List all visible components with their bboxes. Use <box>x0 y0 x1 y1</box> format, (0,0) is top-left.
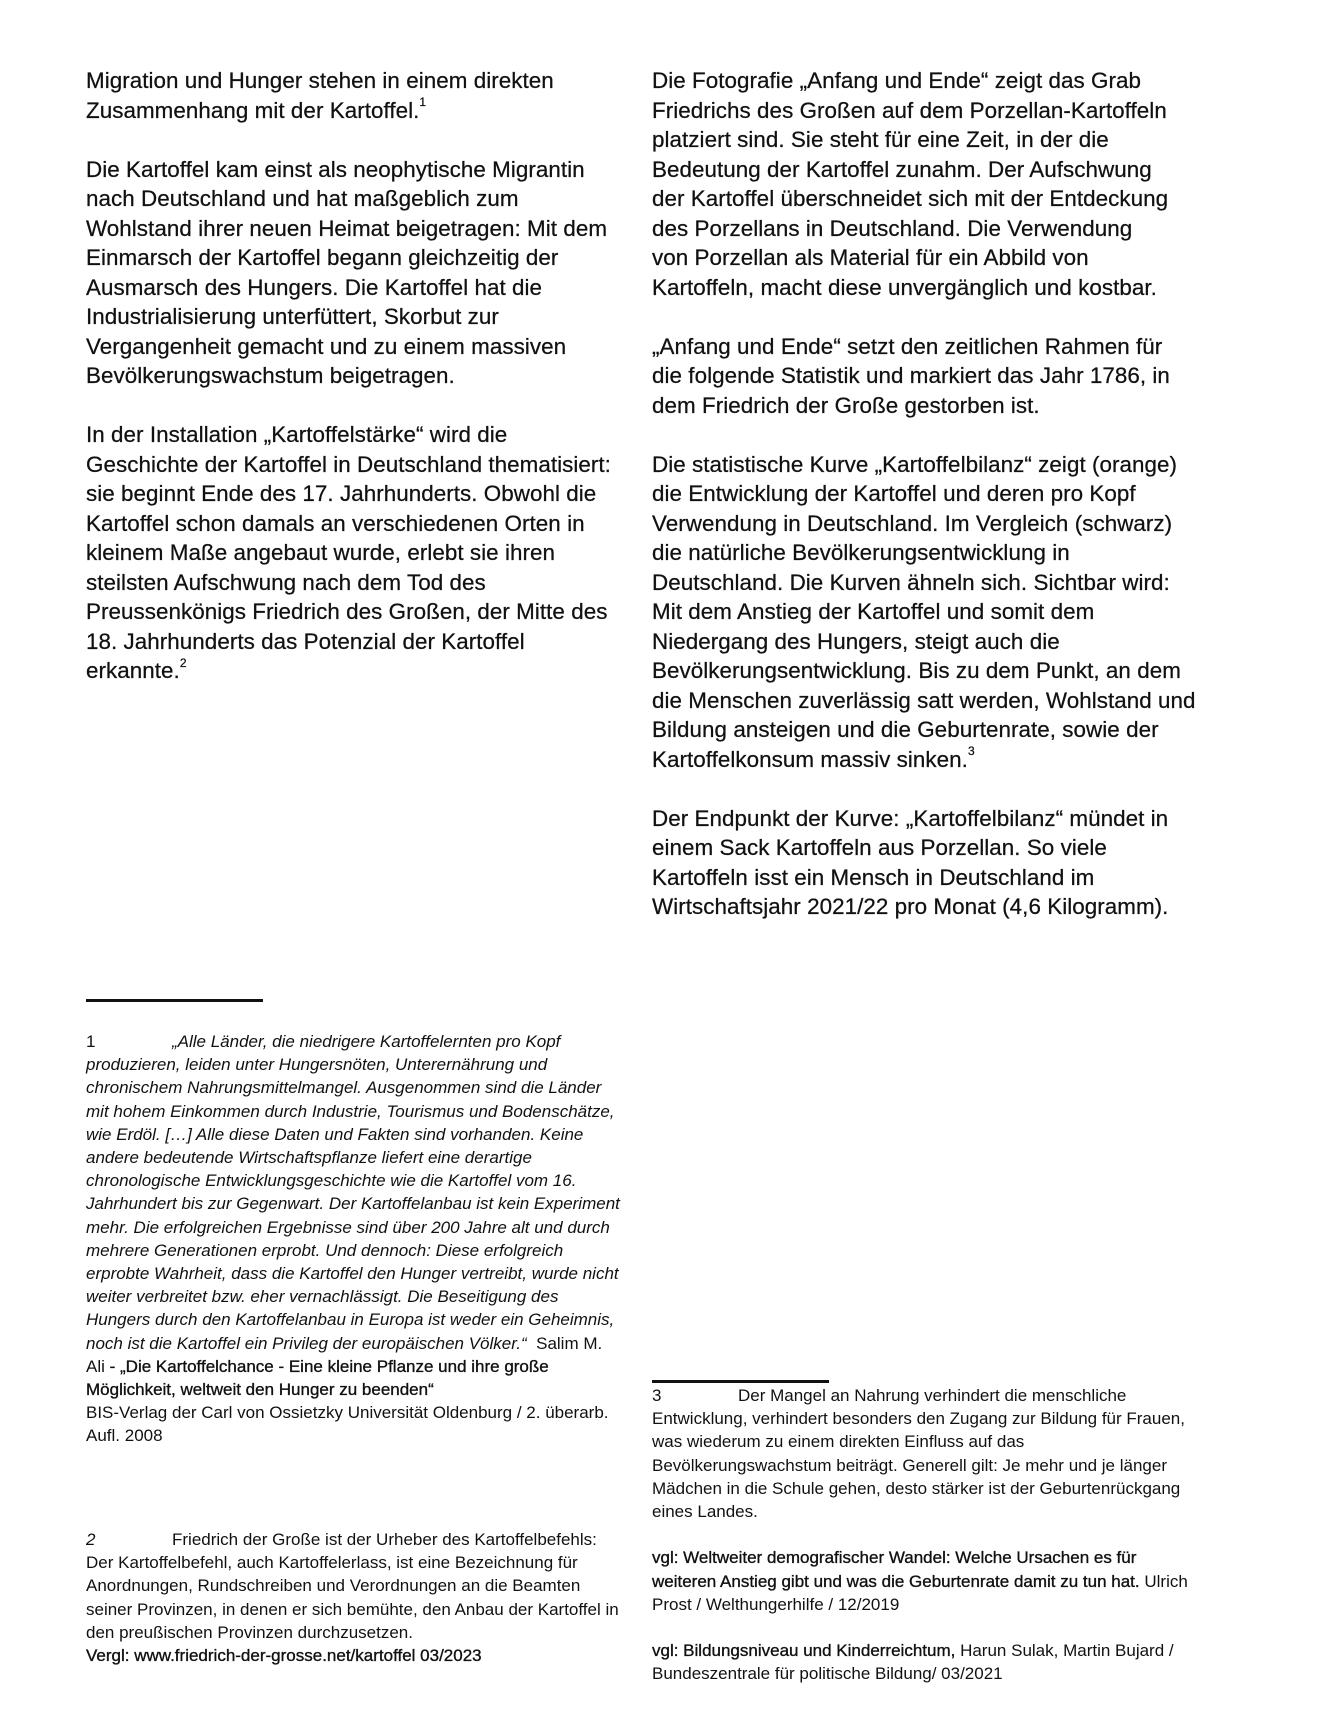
footnote-reference <box>652 1546 1192 1616</box>
footnote-ref[interactable]: 2 <box>179 655 187 670</box>
paragraph-text: Die Kartoffel kam einst als neophytische Migrantin nach Deutschland und hat maßgeblich zum Wohlstand ihrer neuen Heimat beigetragen: Mit dem Einmarsch der Kartoffel begann gleichzeitig der Ausmarsch des Hungers. Die Kartoffel hat die Industrialisierung unterfüttert, Skorbut zur Vergangenheit gemacht und zu einem massiven Bevölkerungswachstum beigetragen. <box>86 156 608 388</box>
footnote-reference <box>652 1639 1192 1685</box>
reference-title: vgl: Bildungsniveau und Kinderreichtum, <box>652 1641 956 1661</box>
reference-author: Harun Sulak, Martin Bujard / Bundeszentrale für politische Bildung/ 03/2021 <box>652 1641 1174 1684</box>
left-column <box>86 66 620 715</box>
body-paragraph <box>652 450 1197 775</box>
footnote-3-body <box>652 1384 1192 1523</box>
body-paragraph <box>652 66 1172 302</box>
footnote-separator-right <box>652 1380 829 1383</box>
footnote-number: 2 <box>86 1530 96 1549</box>
footnote-text: Der Mangel an Nahrung verhindert die menschliche Entwicklung, verhindert besonders den Zugang zur Bildung für Frauen, was wiederum zu einem direkten Einfluss auf das Bevölkerungswachstum beiträgt. Generell gilt: Je mehr und je länger Mädchen in die Schule gehen, desto stärker ist der Geburtenrückgang eines Landes. <box>652 1386 1185 1522</box>
footnote-number: 1 <box>86 1032 96 1051</box>
paragraph-text: Die statistische Kurve „Kartoffelbilanz“ zeigt (orange) die Entwicklung der Kartoffel und deren pro Kopf Verwendung in Deutschland. Im Vergleich (schwarz) die natürliche Bevölkerungsentwicklung in Deutschland. Die Kurven ähneln sich. Sichtbar wird: Mit dem Anstieg der Kartoffel und somit dem Niedergang des Hungers, steigt auch die Bevölkerungsentwicklung. Bis zu dem Punkt, an dem die Menschen zuverlässig satt werden, Wohlstand und Bildung ansteigen und die Geburtenrate, sowie der Kartoffelkonsum massiv sinken. <box>652 451 1196 772</box>
footnote-source-link[interactable]: Vergl: www.friedrich-der-grosse.net/kartoffel 03/2023 <box>86 1646 482 1666</box>
footnote-2 <box>86 1528 622 1667</box>
paragraph-text: „Anfang und Ende“ setzt den zeitlichen Rahmen für die folgende Statistik und markiert das Jahr 1786, in dem Friedrich der Große gestorben ist. <box>652 333 1170 418</box>
body-paragraph <box>86 66 556 125</box>
body-paragraph <box>86 155 626 391</box>
footnote-2-body <box>86 1528 622 1667</box>
paragraph-text: Die Fotografie „Anfang und Ende“ zeigt das Grab Friedrichs des Großen auf dem Porzellan-Kartoffeln platziert sind. Sie steht für eine Zeit, in der die Bedeutung der Kartoffel zunahm. Der Aufschwung der Kartoffel überschneidet sich mit der Entdeckung des Porzellans in Deutschland. Die Verwendung von Porzellan als Material für ein Abbild von Kartoffeln, macht diese unvergänglich und kostbar. <box>652 68 1169 300</box>
footnote-3 <box>652 1384 1192 1686</box>
footnote-text: Friedrich der Große ist der Urheber des Kartoffelbefehls: Der Kartoffelbefehl, auch Kartoffelerlass, ist eine Bezeichnung für Anordnungen, Rundschreiben und Verordnungen an die Beamten seiner Provinzen, in denen er sich bemühte, den Anbau der Kartoffel in den preußischen Provinzen durchzusetzen. <box>86 1530 619 1642</box>
footnote-book-title: - „Die Kartoffelchance - Eine kleine Pflanze und ihre große Möglichkeit, weltweit den Hunger zu beenden“ <box>86 1356 549 1400</box>
footnote-ref[interactable]: 1 <box>419 95 427 110</box>
footnote-publisher: BIS-Verlag der Carl von Ossietzky Universität Oldenburg / 2. überarb. Aufl. 2008 <box>86 1403 609 1446</box>
paragraph-text: In der Installation „Kartoffelstärke“ wird die Geschichte der Kartoffel in Deutschland thematisiert: sie beginnt Ende des 17. Jahrhunderts. Obwohl die Kartoffel schon damals an verschiedenen Orten in kleinem Maße angebaut wurde, erlebt sie ihren steilsten Aufschwung nach dem Tod des Preussenkönigs Friedrich des Großen, der Mitte des 18. Jahrhunderts das Potenzial der Kartoffel erkannte. <box>86 422 611 683</box>
body-paragraph <box>652 804 1197 922</box>
reference-title: vgl: Weltweiter demografischer Wandel: Welche Ursachen es für weiteren Anstieg gibt und was die Geburtenrate damit zu tun hat. <box>652 1548 1140 1591</box>
footnote-separator-left <box>86 999 263 1002</box>
footnote-1-body <box>86 1030 622 1448</box>
footnote-number: 3 <box>652 1386 662 1405</box>
body-paragraph <box>86 420 626 686</box>
paragraph-text: Der Endpunkt der Kurve: „Kartoffelbilanz“ mündet in einem Sack Kartoffeln aus Porzellan. So viele Kartoffeln isst ein Mensch in Deutschland im Wirtschaftsjahr 2021/22 pro Monat (4,6 Kilogramm). <box>652 805 1169 919</box>
footnote-1 <box>86 1030 622 1448</box>
footnote-quote: „Alle Länder, die niedrigere Kartoffelernten pro Kopf produzieren, leiden unter Hungersnöten, Unterernährung und chronischem Nahrungsmittelmangel. Ausgenommen sind die Länder mit hohem Einkommen durch Industrie, Tourismus und Bodenschätze, wie Erdöl. […] Alle diese Daten und Fakten sind vorhanden. Keine andere bedeutende Wirtschaftspflanze liefert eine derartige chronologische Entwicklungsgeschichte wie die Kartoffel vom 16. Jahrhundert bis zur Gegenwart. Der Kartoffelanbau ist kein Experiment mehr. Die erfolgreichen Ergebnisse sind über 200 Jahre alt und durch mehrere Generationen erprobt. Und dennoch: Diese erfolgreich erprobte Wahrheit, dass die Kartoffel den Hunger vertreibt, wurde nicht weiter verbreitet bzw. eher vernachlässigt. Die Beseitigung des Hungers durch den Kartoffelanbau in Europa ist weder ein Geheimnis, noch ist die Kartoffel ein Privileg der europäischen Völker.“ <box>86 1032 620 1353</box>
reference-author: Ulrich Prost / Welthungerhilfe / 12/2019 <box>652 1571 1188 1614</box>
paragraph-text: Migration und Hunger stehen in einem direkten Zusammenhang mit der Kartoffel. <box>86 68 554 123</box>
footnote-ref[interactable]: 3 <box>967 744 975 759</box>
footnote-author: Salim M. Ali <box>86 1333 603 1376</box>
body-paragraph <box>652 332 1197 421</box>
right-column <box>652 66 1197 951</box>
